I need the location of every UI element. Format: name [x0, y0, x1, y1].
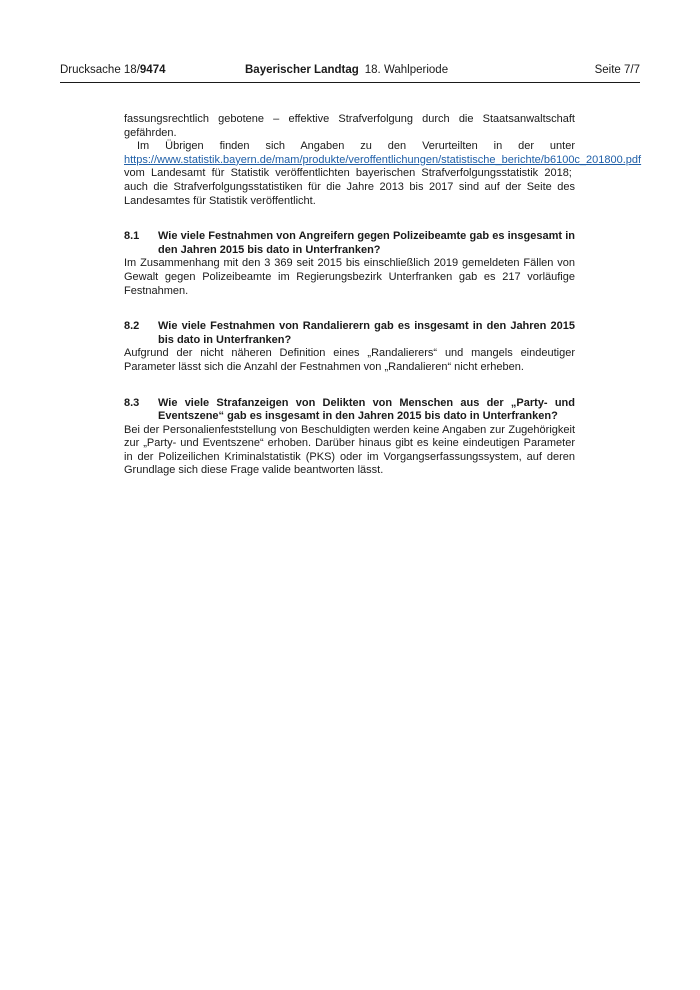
question-text: Wie viele Strafanzeigen von Delikten von Menschen aus der „Party- und Eventszene“ gab es insgesamt in den Jahren 2015 bis dato in Unterfranken?: [158, 396, 575, 423]
question-number: 8.3: [124, 396, 140, 409]
question-text: Wie viele Festnahmen von Angreifern gegen Polizeibeamte gab es insgesamt in den Jahren 2015 bis dato in Unterfranken?: [158, 230, 575, 256]
header-period: 18. Wahlperiode: [364, 64, 449, 76]
question-8-2: [124, 320, 575, 347]
statistics-link[interactable]: https://www.statistik.bayern.de/mam/produkte/veroffentlichungen/statistische_berichte/b6100c_201800.pdf: [124, 153, 642, 166]
page-number: Seite 7/7: [594, 64, 640, 76]
question-text: Wie viele Festnahmen von Randalierern gab es insgesamt in den Jahren 2015 bis dato in Unterfranken?: [158, 320, 575, 346]
question-number: 8.1: [124, 230, 140, 243]
question-8-3: [124, 397, 575, 424]
intro-paragraph-2: Im Übrigen finden sich Angaben zu den Verurteilten in der unter https://www.statistik.bayern.de/mam/produkte/veroffentlichungen/statistische_berichte/b6100c_201800.pdf vom Landesamt für Statistik veröffentlichten bayerischen Strafverfolgungsstatistik 2018; auch die Strafverfolgungsstatistiken für die Jahre 2013 bis 2017 sind auf der Seite des Landesamtes für Statistik veröffentlicht.: [124, 140, 642, 207]
document-body: [124, 113, 642, 478]
drucksache-number: Drucksache 18/9474: [60, 64, 166, 76]
intro-paragraph-1: fassungsrechtlich gebotene – effektive Strafverfolgung durch die Staatsanwaltschaft gefährden.: [124, 113, 575, 139]
page-header: [60, 64, 640, 83]
question-number: 8.2: [124, 320, 140, 333]
question-8-1: [124, 230, 575, 257]
answer-8-3: Bei der Personalienfeststellung von Beschuldigten werden keine Angaben zur Zugehörigkeit zur „Party- und Eventszene“ erhoben. Darüber hinaus gibt es keine eindeutigen Parameter in der Polizeilichen Kriminalstatistik (PKS) oder im Vorgangserfassungssystem, auf deren Grundlage sich diese Frage valide beantworten lässt.: [124, 423, 575, 477]
header-institution: Bayerischer Landtag 18. Wahlperiode: [245, 64, 449, 76]
answer-8-1: Im Zusammenhang mit den 3 369 seit 2015 bis einschließlich 2019 gemeldeten Fällen von Gewalt gegen Polizeibeamte im Regierungsbezirk Unterfranken gab es 217 vorläufige Festnahmen.: [124, 257, 575, 297]
answer-8-2: Aufgrund der nicht näheren Definition eines „Randalierers“ und mangels eindeutiger Parameter lässt sich die Anzahl der Festnahmen von „Randalieren“ nicht erheben.: [124, 347, 575, 373]
